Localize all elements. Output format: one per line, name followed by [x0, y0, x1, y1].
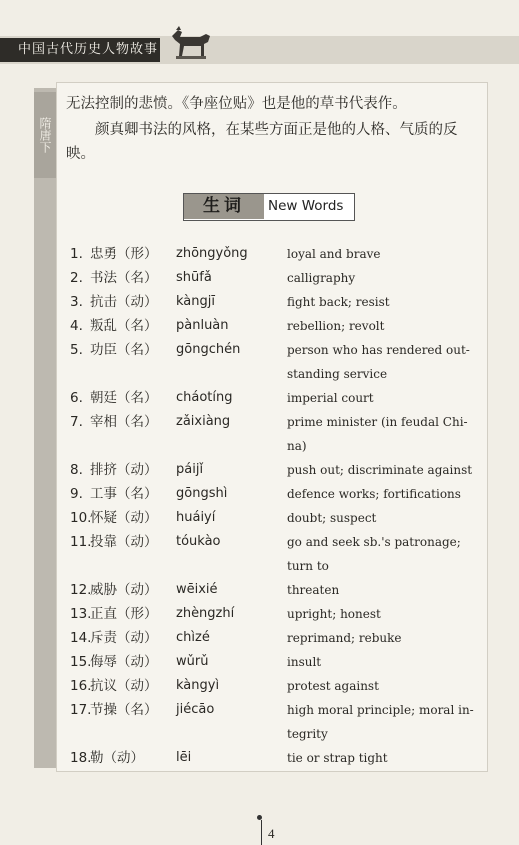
vocab-hanzi: 怀疑（动）	[90, 510, 158, 526]
vocab-pinyin: lēi	[176, 750, 192, 765]
vocab-number: 17.	[70, 702, 92, 718]
page-number: 4	[268, 826, 275, 841]
vocab-definition: loyal and brave	[287, 247, 381, 261]
vocab-pinyin: kàngjī	[176, 294, 215, 309]
vocab-row	[0, 458, 519, 482]
vocab-definition: tie or strap tight	[287, 751, 388, 765]
vocab-definition: upright; honest	[287, 607, 381, 621]
vocab-number: 9.	[70, 486, 83, 502]
vocab-pinyin: pànluàn	[176, 318, 229, 333]
vocab-row	[0, 674, 519, 698]
vocab-number: 18.	[70, 750, 92, 766]
vocab-row	[0, 314, 519, 338]
vocab-definition: doubt; suspect	[287, 511, 377, 525]
vocab-row	[0, 746, 519, 770]
vocab-row	[0, 482, 519, 506]
vocab-definition: go and seek sb.'s patronage;	[287, 535, 461, 549]
vocab-row	[0, 626, 519, 650]
vocab-hanzi: 侮辱（动）	[90, 654, 158, 670]
vocab-definition: imperial court	[287, 391, 374, 405]
vocab-hanzi: 书法（名）	[90, 270, 158, 286]
vocab-hanzi: 勒（动）	[90, 750, 144, 766]
vocab-hanzi: 宰相（名）	[90, 414, 158, 430]
vocab-pinyin: jiécāo	[176, 702, 215, 717]
vocab-number: 11.	[70, 534, 92, 550]
vocab-definition: rebellion; revolt	[287, 319, 385, 333]
vocab-row	[0, 578, 519, 602]
vocab-pinyin: zǎixiàng	[176, 414, 231, 429]
vocab-definition: calligraphy	[287, 271, 356, 285]
vocab-pinyin: wēixié	[176, 582, 218, 597]
paragraph-2: 颜真卿书法的风格，在某些方面正是他的人格、气质的反映。	[66, 122, 458, 162]
vocab-row	[0, 266, 519, 290]
vocab-number: 4.	[70, 318, 83, 334]
vocab-definition: prime minister (in feudal Chi-	[287, 415, 468, 429]
vocab-row	[0, 506, 519, 530]
vocab-definition-continued: na)	[287, 439, 307, 453]
vocab-definition-continued: standing service	[287, 367, 388, 381]
vocab-hanzi: 抗议（动）	[90, 678, 158, 694]
vocab-pinyin: kàngyì	[176, 678, 220, 693]
vocab-number: 1.	[70, 246, 83, 262]
vocab-number: 7.	[70, 414, 83, 430]
vocab-hanzi: 威胁（动）	[90, 582, 158, 598]
vocab-number: 5.	[70, 342, 83, 358]
vocab-pinyin: tóukào	[176, 534, 221, 549]
vocab-pinyin: wǔrǔ	[176, 654, 209, 669]
vocab-definition: high moral principle; moral in-	[287, 703, 474, 717]
vocab-pinyin: cháotíng	[176, 390, 233, 405]
vocab-definition: person who has rendered out-	[287, 343, 470, 357]
vocab-hanzi: 朝廷（名）	[90, 390, 158, 406]
vocab-row	[0, 242, 519, 266]
vocab-hanzi: 工事（名）	[90, 486, 158, 502]
vocab-hanzi: 叛乱（名）	[90, 318, 158, 334]
vocab-hanzi: 斥责（动）	[90, 630, 158, 646]
vocab-pinyin: gōngshì	[176, 486, 228, 501]
footer-rule	[261, 820, 262, 845]
vocab-row	[0, 698, 519, 741]
vocab-number: 2.	[70, 270, 83, 286]
vocab-hanzi: 忠勇（形）	[90, 246, 158, 262]
vocab-definition: threaten	[287, 583, 340, 597]
vocab-number: 10.	[70, 510, 92, 526]
vocab-pinyin: chìzé	[176, 630, 210, 645]
book-title: 中国古代历史人物故事	[0, 38, 160, 62]
vocab-number: 14.	[70, 630, 92, 646]
vocab-pinyin: shūfǎ	[176, 270, 212, 285]
new-words-heading-en: New Words	[268, 198, 344, 214]
vocab-number: 8.	[70, 462, 83, 478]
vocab-definition-continued: turn to	[287, 559, 329, 573]
vocab-definition-continued: tegrity	[287, 727, 328, 741]
vocab-definition: push out; discriminate against	[287, 463, 473, 477]
vocab-pinyin: páijǐ	[176, 462, 204, 477]
vocab-row	[0, 290, 519, 314]
vocab-number: 13.	[70, 606, 92, 622]
vocab-definition: insult	[287, 655, 322, 669]
vocab-pinyin: huáiyí	[176, 510, 216, 525]
side-tab-label: 隋唐下	[34, 92, 56, 178]
vocab-pinyin: zhōngyǒng	[176, 246, 248, 261]
vocab-pinyin: zhèngzhí	[176, 606, 235, 621]
vocab-definition: defence works; fortifications	[287, 487, 461, 501]
vocab-number: 6.	[70, 390, 83, 406]
vocab-definition: fight back; resist	[287, 295, 390, 309]
vocab-definition: protest against	[287, 679, 379, 693]
vocab-row	[0, 338, 519, 381]
vocab-number: 16.	[70, 678, 92, 694]
vocab-row	[0, 386, 519, 410]
vocab-hanzi: 投靠（动）	[90, 534, 158, 550]
vocab-row	[0, 410, 519, 453]
vocab-hanzi: 节操（名）	[90, 702, 158, 718]
vocab-hanzi: 抗击（动）	[90, 294, 158, 310]
vocab-pinyin: gōngchén	[176, 342, 241, 357]
vocab-row	[0, 602, 519, 626]
vocab-hanzi: 功臣（名）	[90, 342, 158, 358]
vocab-number: 3.	[70, 294, 83, 310]
vocab-number: 15.	[70, 654, 92, 670]
vocab-hanzi: 正直（形）	[90, 606, 158, 622]
vocab-row	[0, 530, 519, 573]
vocab-definition: reprimand; rebuke	[287, 631, 402, 645]
vocab-number: 12.	[70, 582, 92, 598]
vocab-row	[0, 650, 519, 674]
paragraph-1: 无法控制的悲愤。《争座位贴》也是他的草书代表作。	[66, 96, 407, 112]
vocab-hanzi: 排挤（动）	[90, 462, 158, 478]
new-words-heading-zh: 生词	[184, 194, 264, 219]
